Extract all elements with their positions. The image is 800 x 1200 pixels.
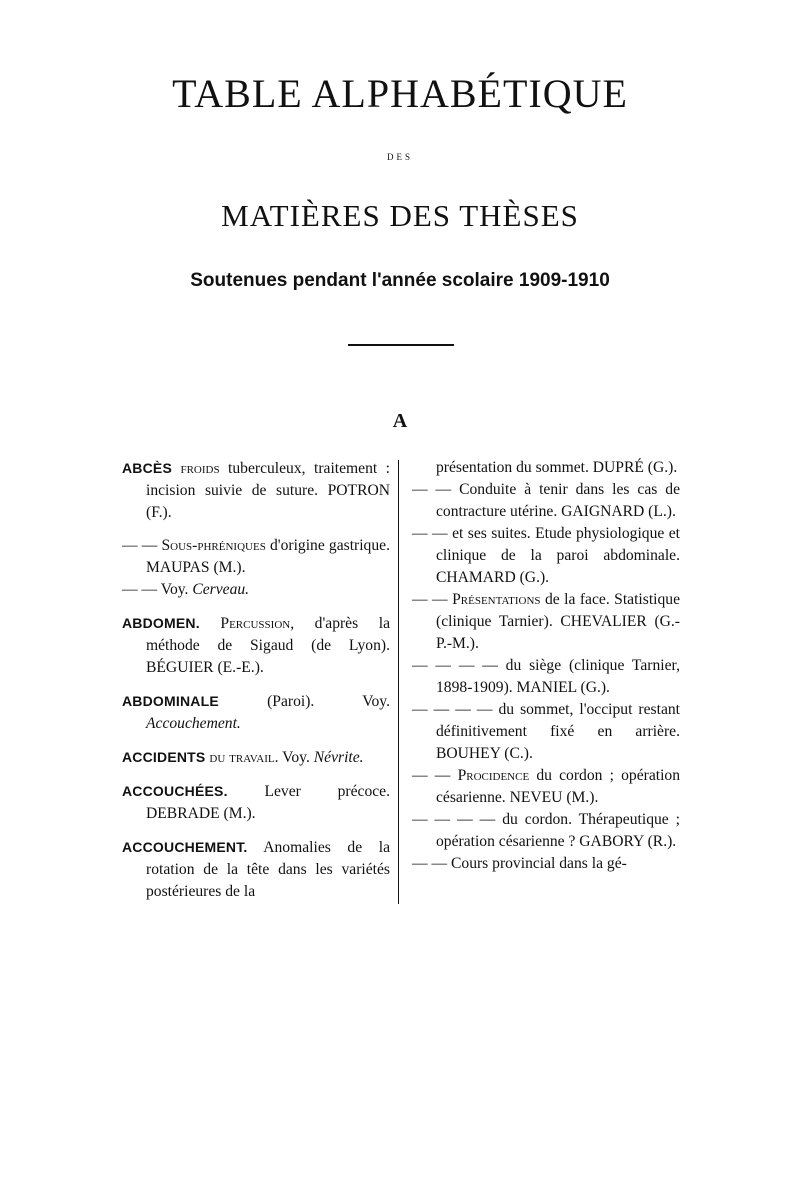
academic-year-line: Soutenues pendant l'année scolaire 1909-1910: [190, 270, 610, 291]
entry-heading: ACCOUCHÉES.: [122, 783, 228, 799]
index-entry-presentations: [412, 589, 680, 655]
index-entry-abdomen: [122, 612, 390, 679]
entry-heading: ABCÈS: [122, 460, 173, 476]
entry-text: (Paroi). Voy.: [218, 693, 390, 710]
index-entry-abdominale: [122, 690, 390, 735]
column-divider: [398, 460, 399, 904]
entry-dash: — —: [122, 537, 158, 554]
entry-text: Lever précoce. DEBRADE (M.).: [146, 783, 390, 822]
index-entry-accouchement: [122, 836, 390, 903]
entry-subheading: du travail: [209, 749, 275, 766]
entry-text: . Voy.: [274, 749, 314, 766]
index-entry-abces: [122, 457, 390, 524]
page-subtitle: MATIÈRES DES THÈSES: [221, 198, 579, 233]
index-left-column: [122, 457, 390, 914]
entry-subheading: Sous-phréniques: [161, 537, 266, 554]
entry-text: du cordon ; opération césarienne. NEVEU (M.).: [436, 767, 681, 806]
entry-text: d'origine gastrique. MAUPAS (M.).: [146, 537, 390, 576]
entry-text: Anomalies de la rotation de la tête dans les variétés postérieures de la: [146, 839, 390, 900]
entry-text: du siège (clinique Tarnier, 1898-1909). MANIEL (G.).: [436, 657, 681, 696]
entry-subheading: Présentations: [452, 591, 541, 608]
index-entry-procidence: [412, 765, 680, 809]
index-entry-voy-cerveau: [122, 579, 390, 601]
entry-text: Conduite à tenir dans les cas de contracture utérine. GAIGNARD (L.).: [436, 481, 680, 520]
index-entry-sommet: [412, 699, 680, 765]
page-title: TABLE ALPHABÉTIQUE: [172, 71, 628, 116]
index-entry-contracture: [412, 479, 680, 523]
index-right-column: [412, 457, 680, 875]
index-entry-accidents: [122, 746, 390, 769]
entry-crossref: Accouchement.: [146, 715, 241, 732]
entry-text: Cours provincial dans la gé-: [447, 855, 627, 872]
section-letter: A: [392, 410, 408, 432]
entry-dash: — —: [412, 481, 452, 498]
index-entry-suites: [412, 523, 680, 589]
entry-subheading: Procidence: [457, 767, 530, 784]
entry-text: Voy.: [157, 581, 193, 598]
entry-dash: — —: [412, 855, 448, 872]
entry-text: et ses suites. Etude physiologique et clinique de la paroi abdominale. CHAMARD (G.).: [436, 525, 681, 586]
entry-heading: ACCOUCHEMENT.: [122, 839, 248, 855]
index-entry-cours-provincial: [412, 853, 680, 875]
index-entry-siege: [412, 655, 680, 699]
title-rule: [348, 344, 454, 346]
index-entry-continuation: [412, 457, 680, 479]
title-connector: DES: [386, 152, 413, 162]
entry-dash: — —: [412, 525, 448, 542]
entry-text: du cordon. Thérapeutique ; opération césarienne ? GABORY (R.).: [436, 811, 680, 850]
entry-crossref: Névrite.: [313, 749, 364, 766]
entry-dash: — — — —: [412, 657, 498, 674]
entry-text: tuberculeux, traitement : incision suivie de suture. POTRON (F.).: [146, 460, 390, 521]
index-entry-cordon: [412, 809, 680, 853]
entry-heading: ACCIDENTS: [122, 749, 206, 765]
entry-dash: — —: [122, 581, 158, 598]
entry-text: , d'après la méthode de Sigaud (de Lyon). BÉGUIER (E.-E.).: [146, 615, 390, 676]
index-entry-sous-phreniques: [122, 535, 390, 579]
entry-dash: — —: [412, 591, 448, 608]
entry-crossref: Cerveau.: [192, 581, 250, 598]
index-entry-accouchees: [122, 780, 390, 825]
entry-dash: — — — —: [412, 811, 496, 828]
entry-dash: — —: [412, 767, 451, 784]
entry-subheading: Percussion: [220, 615, 291, 632]
entry-dash: — — — —: [412, 701, 493, 718]
entry-subheading: froids: [180, 460, 220, 477]
entry-text: du sommet, l'occiput restant définitivement fixé en arrière. BOUHEY (C.).: [436, 701, 680, 762]
entry-text: présentation du sommet. DUPRÉ (G.).: [436, 459, 678, 476]
entry-text: de la face. Statistique (clinique Tarnier). CHEVALIER (G.-P.-M.).: [436, 591, 680, 652]
entry-heading: ABDOMEN.: [122, 615, 200, 631]
entry-heading: ABDOMINALE: [122, 693, 219, 709]
